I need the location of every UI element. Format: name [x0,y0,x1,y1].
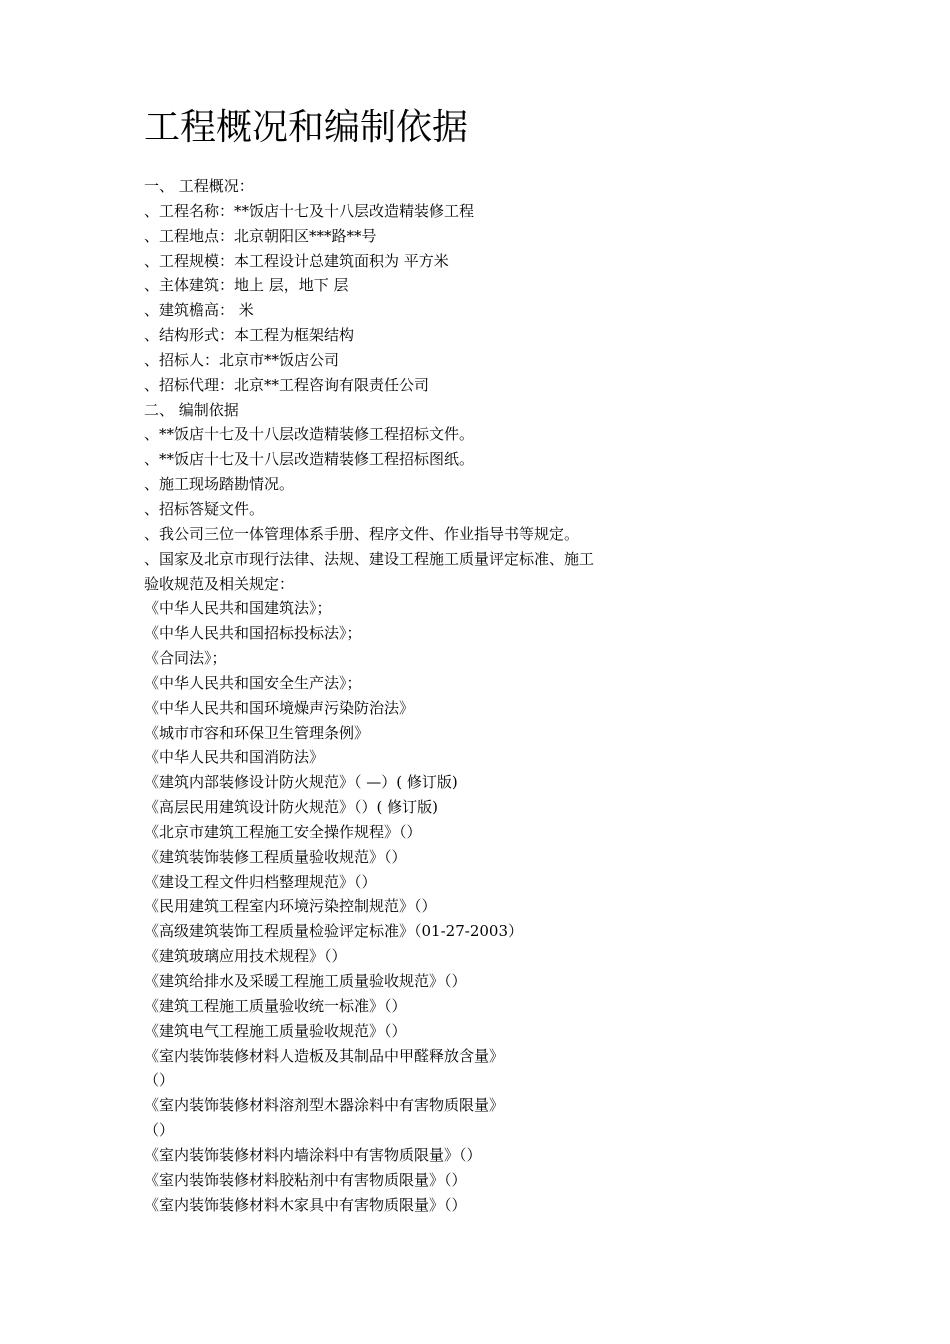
regulation-item: 《中华人民共和国环境燥声污染防治法》 [144,698,415,717]
regulation-item: 《高层民用建筑设计防火规范》（）( 修订版) [144,798,438,817]
regulation-item: 《中华人民共和国消防法》 [144,748,325,767]
list-item: 、我公司三位一体管理体系手册、程序文件、作业指导书等规定。 [144,524,580,543]
regulation-item: 《室内装饰装修材料人造板及其制品中甲醛释放含量》 [144,1046,505,1065]
regulation-item: 《建筑给排水及采暖工程施工质量验收规范》（） [144,972,467,990]
regulation-item: 《室内装饰装修材料胶粘剂中有害物质限量》（） [144,1170,467,1189]
section-heading-overview: 一、 工程概况： [144,177,254,195]
regulation-item: 《中华人民共和国安全生产法》； [144,673,362,692]
regulation-item: 《建筑工程施工质量验收统一标准》（） [144,996,407,1015]
list-item: 、施工现场踏勘情况。 [144,475,295,494]
list-item: 、工程规模：本工程设计总建筑面积为 平方米 [144,251,449,270]
list-item: 、结构形式：本工程为框架结构 [144,326,355,345]
regulation-item: 《北京市建筑工程施工安全操作规程》（） [144,822,422,841]
regulation-item: 《建筑玻璃应用技术规程》（） [144,947,347,966]
list-item: 、**饭店十七及十八层改造精装修工程招标文件。 [144,425,475,444]
list-item: 、国家及北京市现行法律、法规、建设工程施工质量评定标准、施工 [144,549,595,568]
regulation-item: 《建筑电气工程施工质量验收规范》（） [144,1021,407,1040]
list-item: 、建筑檐高： 米 [144,301,254,320]
regulation-item: 《建筑装饰装修工程质量验收规范》（） [144,847,407,866]
list-item: 、主体建筑：地上 层，地下 层 [144,276,349,295]
list-item: 、**饭店十七及十八层改造精装修工程招标图纸。 [144,450,475,469]
list-item-continuation: 验收规范及相关规定： [144,574,295,593]
regulation-item: 《建设工程文件归档整理规范》（） [144,872,377,891]
regulation-item: 《民用建筑工程室内环境污染控制规范》（） [144,897,437,916]
regulation-item: 《中华人民共和国建筑法》； [144,599,332,618]
regulation-item: 《室内装饰装修材料内墙涂料中有害物质限量》（） [144,1145,482,1164]
regulation-item: 《高级建筑装饰工程质量检验评定标准》（01-27-2003） [144,922,523,941]
regulation-item: 《中华人民共和国招标投标法》； [144,624,362,643]
section-heading-basis: 二、 编制依据 [144,400,239,419]
regulation-item: 《城市市容和环保卫生管理条例》 [144,723,370,742]
regulation-item: 《室内装饰装修材料溶剂型木器涂料中有害物质限量》 [144,1096,505,1115]
document-body [144,174,844,1217]
list-item: 、招标代理：北京**工程咨询有限责任公司 [144,375,430,394]
regulation-item: 《建筑内部装修设计防火规范》（ —）( 修订版) [144,773,458,792]
list-item: 、工程名称：**饭店十七及十八层改造精装修工程 [144,201,475,220]
regulation-item: 《合同法》； [144,649,227,668]
list-item: 、工程地点：北京朝阳区***路**号 [144,226,377,245]
document-title: 工程概况和编制依据 [144,107,469,148]
regulation-item-continuation: （） [144,1121,175,1140]
list-item: 、招标答疑文件。 [144,499,265,518]
list-item: 、招标人：北京市**饭店公司 [144,350,340,369]
regulation-item-continuation: （） [144,1071,175,1090]
regulation-item: 《室内装饰装修材料木家具中有害物质限量》（） [144,1195,467,1214]
